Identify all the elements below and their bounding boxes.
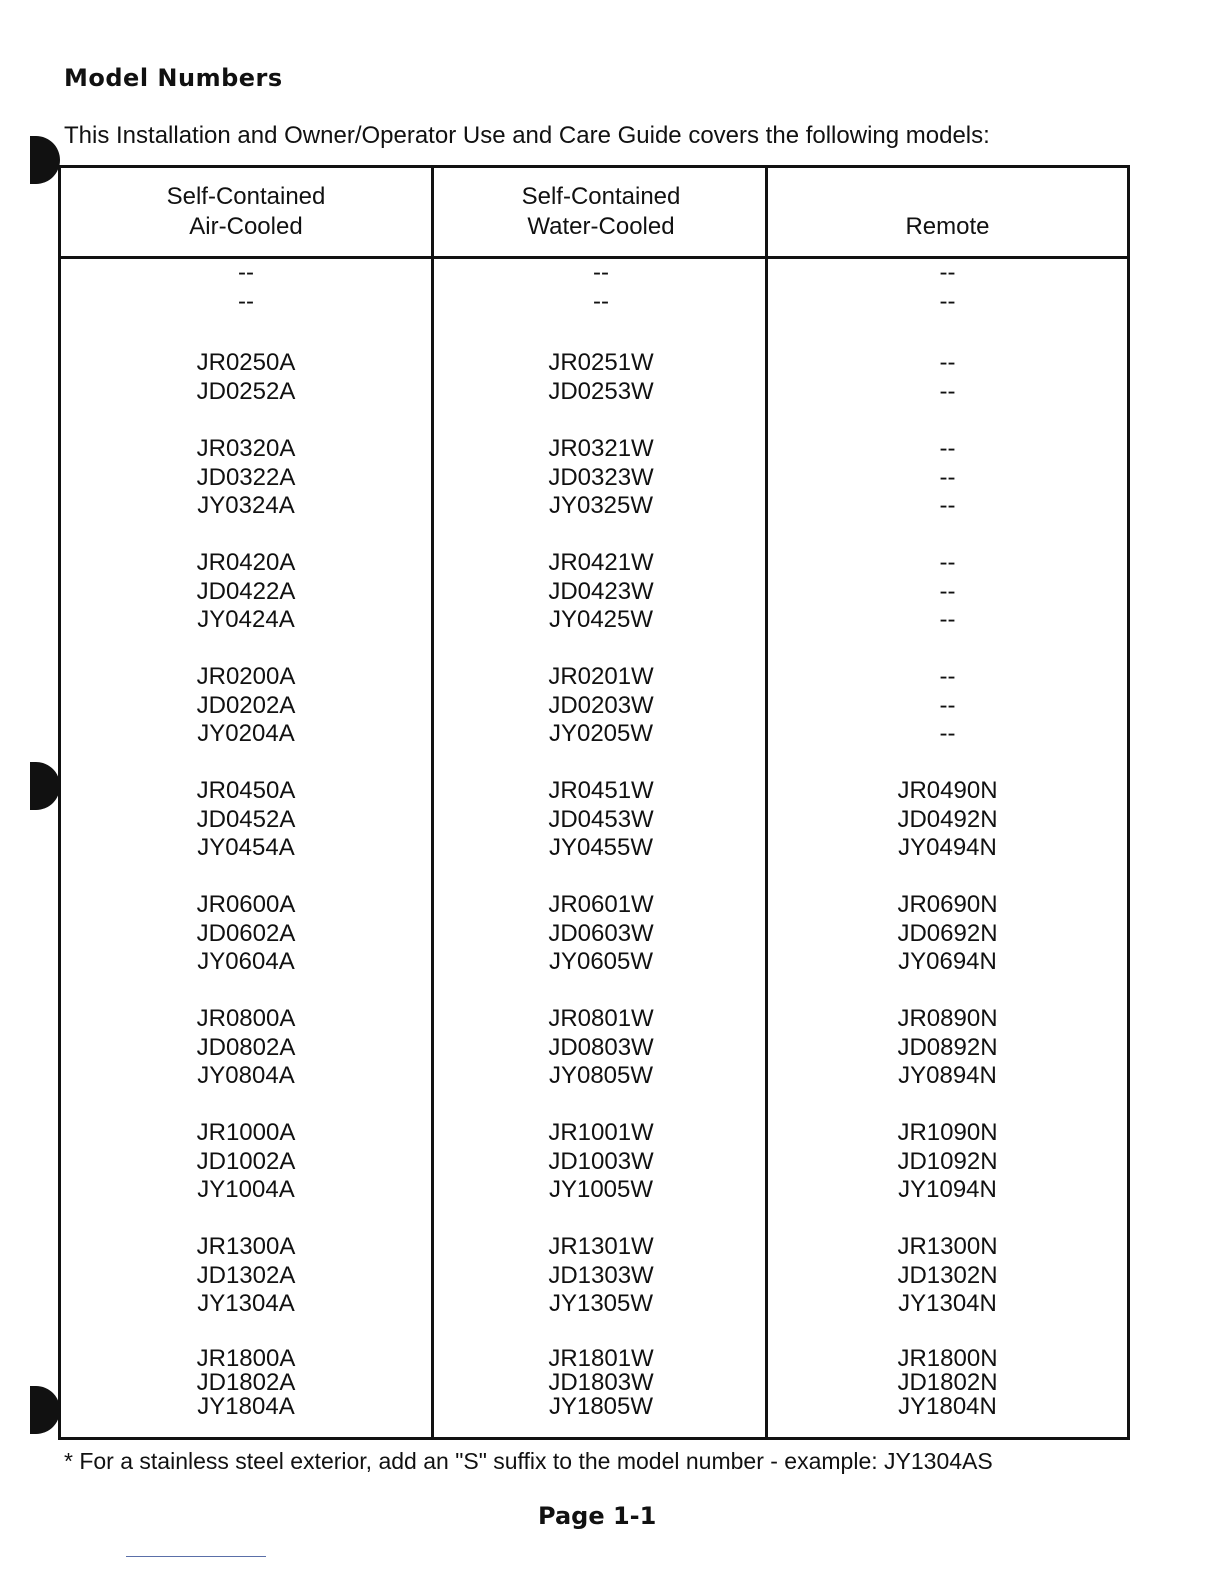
model-group: [768, 777, 1127, 863]
model-group: [434, 1005, 768, 1091]
model-number: JY0325W: [548, 492, 654, 519]
model-number: JY1094N: [898, 1176, 997, 1203]
model-number: JR0601W: [548, 891, 654, 918]
model-number: JR1301W: [548, 1233, 654, 1260]
model-number: JD0453W: [548, 805, 654, 833]
model-number: JR0450A: [196, 777, 296, 804]
model-number: JR0690N: [897, 891, 998, 918]
model-number: --: [939, 492, 956, 519]
model-number: --: [238, 287, 254, 315]
model-number: JY0205W: [548, 720, 654, 747]
model-number: JR0490N: [897, 777, 998, 804]
model-number: JY1305W: [548, 1290, 654, 1317]
column-body: [768, 259, 1127, 1437]
model-group: [61, 663, 431, 749]
model-group: [61, 1233, 431, 1319]
model-number: --: [238, 259, 254, 286]
model-number: --: [593, 259, 609, 286]
model-group: [434, 1347, 768, 1419]
model-group: [434, 663, 768, 749]
model-number: JR0600A: [196, 891, 296, 918]
model-group: [434, 777, 768, 863]
model-number: JD1302N: [897, 1261, 998, 1289]
model-number: JY1805W: [548, 1393, 654, 1420]
model-group: [434, 259, 768, 316]
model-group: [61, 1119, 431, 1205]
model-number: JR1001W: [548, 1119, 654, 1146]
model-number: --: [939, 577, 956, 605]
model-number: JY1304N: [898, 1290, 997, 1317]
model-number: JR1801W: [548, 1345, 654, 1372]
model-number: JY0694N: [898, 948, 997, 975]
model-number: --: [939, 377, 956, 405]
model-number: --: [939, 720, 956, 747]
model-group: [61, 1347, 431, 1419]
model-number: JY0805W: [548, 1062, 654, 1089]
model-number: --: [939, 287, 956, 315]
model-group: [768, 549, 1127, 635]
model-number: JD0422A: [196, 577, 296, 605]
model-number: JD0892N: [897, 1033, 998, 1061]
column-water-cooled: [431, 168, 768, 1437]
model-number: JD0803W: [548, 1033, 654, 1061]
model-group: [768, 891, 1127, 977]
model-number: JY0494N: [898, 834, 997, 861]
model-number: JR0801W: [548, 1005, 654, 1032]
model-group: [768, 349, 1127, 406]
model-number: JR1300A: [196, 1233, 296, 1260]
model-number: JY0804A: [197, 1062, 295, 1089]
page-title: Model Numbers: [64, 64, 283, 92]
model-number: JD1802A: [196, 1369, 296, 1396]
model-number: JY0604A: [197, 948, 295, 975]
model-number: JY1804N: [898, 1393, 997, 1420]
model-number: --: [939, 349, 956, 376]
model-number: JD0492N: [897, 805, 998, 833]
model-group: [434, 891, 768, 977]
model-number: JR0420A: [196, 549, 296, 576]
model-number: JR0251W: [548, 349, 654, 376]
model-number: JD0452A: [196, 805, 296, 833]
model-number: JR1300N: [897, 1233, 998, 1260]
model-number: JR1000A: [196, 1119, 296, 1146]
model-number: --: [939, 435, 956, 462]
model-number: JR0320A: [196, 435, 296, 462]
model-group: [434, 1119, 768, 1205]
column-air-cooled: [61, 168, 431, 1437]
model-number: JD1303W: [548, 1261, 654, 1289]
model-number: JR0421W: [548, 549, 654, 576]
model-group: [768, 1233, 1127, 1319]
model-number: JR1800N: [897, 1345, 998, 1372]
model-group: [434, 549, 768, 635]
model-number: --: [939, 259, 956, 286]
model-number: --: [939, 663, 956, 690]
model-number: JR0200A: [196, 663, 296, 690]
model-number: JR0250A: [196, 349, 296, 376]
model-number: JY0204A: [197, 720, 295, 747]
page-number: Page 1-1: [538, 1502, 657, 1530]
model-number: JD1302A: [196, 1261, 296, 1289]
model-number: JD1003W: [548, 1147, 654, 1175]
model-group: [768, 1005, 1127, 1091]
model-number: JD1002A: [196, 1147, 296, 1175]
model-number: --: [593, 287, 609, 315]
model-number: JD0602A: [196, 919, 296, 947]
model-group: [768, 1119, 1127, 1205]
model-group: [768, 663, 1127, 749]
model-number: JR1090N: [897, 1119, 998, 1146]
model-number: --: [939, 691, 956, 719]
model-number: --: [939, 606, 956, 633]
model-number: JY1804A: [197, 1393, 295, 1420]
column-body: [434, 259, 768, 1437]
model-number: JY0424A: [197, 606, 295, 633]
model-group: [61, 259, 431, 316]
model-number: JR0201W: [548, 663, 654, 690]
model-number: JD0423W: [548, 577, 654, 605]
model-number: JD0202A: [196, 691, 296, 719]
model-number: JD1802N: [897, 1369, 998, 1396]
model-number: JR0890N: [897, 1005, 998, 1032]
intro-text: This Installation and Owner/Operator Use and Care Guide covers the following models:: [64, 122, 990, 149]
model-group: [768, 435, 1127, 521]
footnote: * For a stainless steel exterior, add an "S" suffix to the model number - example: JY1304AS: [64, 1448, 993, 1474]
model-group: [61, 349, 431, 406]
model-number: JY0425W: [548, 606, 654, 633]
model-number: JD0692N: [897, 919, 998, 947]
model-number: JR0321W: [548, 435, 654, 462]
model-group: [768, 1347, 1127, 1419]
model-number: JR0451W: [548, 777, 654, 804]
column-header: Self-Contained Water-Cooled: [521, 183, 681, 240]
column-header: Remote: [905, 213, 990, 240]
model-number: JY0894N: [898, 1062, 997, 1089]
binder-tab-marker: [30, 762, 60, 810]
model-group: [61, 549, 431, 635]
model-number: --: [939, 463, 956, 491]
model-number: JY0605W: [548, 948, 654, 975]
model-number: JD0322A: [196, 463, 296, 491]
binder-tab-marker: [30, 136, 60, 184]
model-group: [61, 891, 431, 977]
model-number: JD0253W: [548, 377, 654, 405]
column-remote: [765, 168, 1127, 1437]
model-group: [61, 435, 431, 521]
model-number: JD1092N: [897, 1147, 998, 1175]
model-number: JD0252A: [196, 377, 296, 405]
model-number: JD0802A: [196, 1033, 296, 1061]
model-table: [58, 165, 1130, 1440]
model-number: JD0203W: [548, 691, 654, 719]
model-number: JD0323W: [548, 463, 654, 491]
model-number: JY0324A: [197, 492, 295, 519]
model-group: [61, 1005, 431, 1091]
binder-tab-marker: [30, 1386, 60, 1434]
model-number: JD1803W: [548, 1369, 654, 1396]
model-number: JY0455W: [548, 834, 654, 861]
model-group: [434, 1233, 768, 1319]
column-body: [61, 259, 431, 1437]
model-number: JY1304A: [197, 1290, 295, 1317]
model-number: --: [939, 549, 956, 576]
model-group: [434, 349, 768, 406]
model-group: [434, 435, 768, 521]
model-number: JD0603W: [548, 919, 654, 947]
model-number: JY0454A: [197, 834, 295, 861]
model-group: [61, 777, 431, 863]
divider: [126, 1556, 266, 1557]
column-header: Self-Contained Air-Cooled: [166, 183, 326, 240]
model-number: JY1005W: [548, 1176, 654, 1203]
model-number: JY1004A: [197, 1176, 295, 1203]
model-number: JR0800A: [196, 1005, 296, 1032]
model-group: [768, 259, 1127, 316]
model-number: JR1800A: [196, 1345, 296, 1372]
